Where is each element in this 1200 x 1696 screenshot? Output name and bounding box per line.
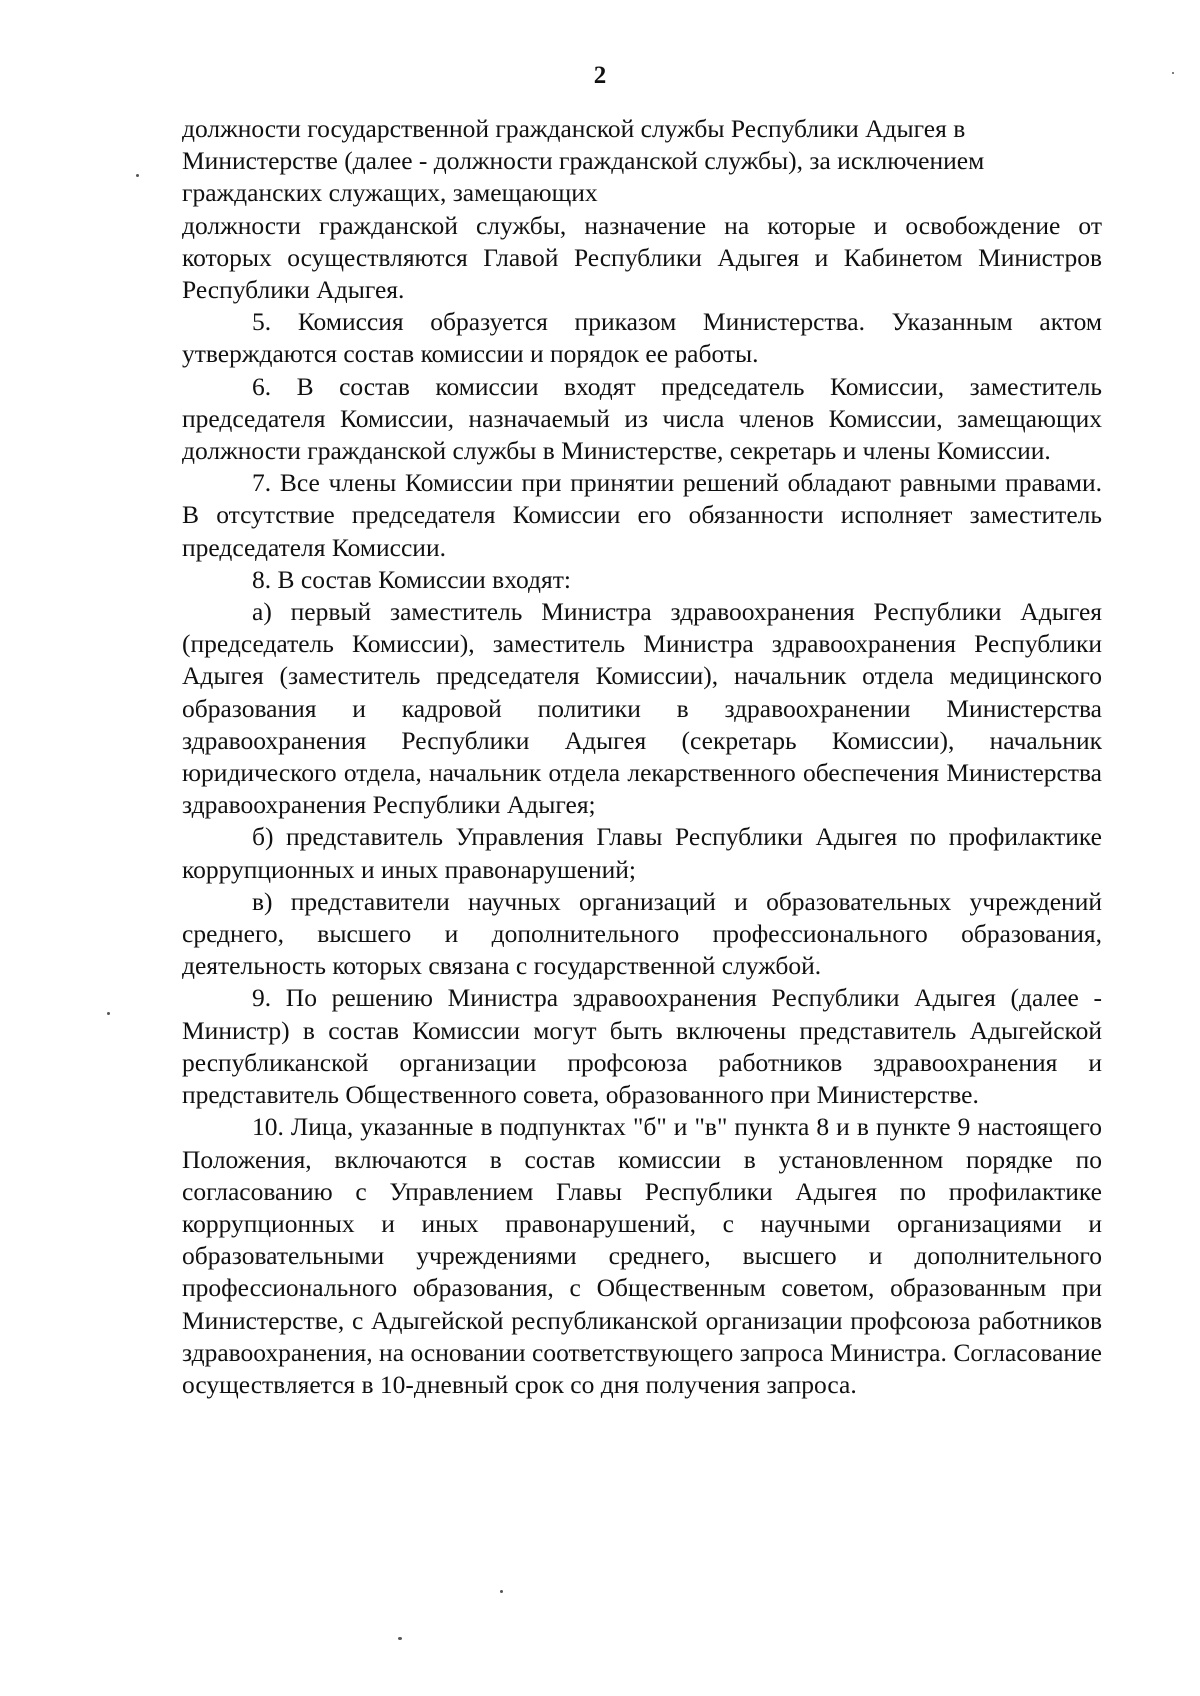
paragraph-continuation-2: должности гражданской службы, назначение на которые и освобождение от которых осуществляются Главой Республики Адыгея и Кабинетом Министров Республики Адыгея. <box>182 210 1102 305</box>
paragraph-item-10: 10. Лица, указанные в подпунктах "б" и "в" пункта 8 и в пункте 9 настоящего Положения, включаются в состав комиссии в установленном порядке по согласованию с Управлением Главы Республики Адыгея по профилактике коррупционных и иных правонарушений, с научными организациями и образовательными учреждениями среднего, высшего и дополнительного профессионального образования, с Общественным советом, образованным при Министерстве, с Адыгейской республиканской организации профсоюза работников здравоохранения, на основании соответствующего запроса Министра. Согласование осуществляется в 10-дневный срок со дня получения запроса. <box>182 1112 1102 1399</box>
paragraph-item-8: 8. В состав Комиссии входят: <box>252 564 571 594</box>
scan-speck <box>500 1590 503 1593</box>
scan-speck <box>1172 72 1174 74</box>
paragraph-continuation: должности государственной гражданской службы Республики Адыгея в Министерстве (далее - должности гражданской службы), за исключением гражданских служащих, замещающих <box>182 114 985 208</box>
document-body <box>182 113 1102 1401</box>
paragraph-item-6: 6. В состав комиссии входят председатель Комиссии, заместитель председателя Комиссии, назначаемый из числа членов Комиссии, замещающих должности гражданской службы в Министерстве, секретарь и члены Комиссии. <box>182 371 1102 466</box>
scan-speck <box>107 1012 110 1015</box>
paragraph-subitem-a: а) первый заместитель Министра здравоохранения Республики Адыгея (председатель Комиссии), заместитель Министра здравоохранения Республики Адыгея (заместитель председателя Комиссии), начальник отдела медицинского образования и кадровой политики в здравоохранении Министерства здравоохранения Республики Адыгея (секретарь Комиссии), начальник юридического отдела, начальник отдела лекарственного обеспечения Министерства здравоохранения Республики Адыгея; <box>182 597 1102 820</box>
paragraph-item-5: 5. Комиссия образуется приказом Министерства. Указанным актом утверждаются состав комиссии и порядок ее работы. <box>182 307 1102 369</box>
scan-speck <box>136 174 139 177</box>
paragraph-subitem-b: б) представитель Управления Главы Республики Адыгея по профилактике коррупционных и иных правонарушений; <box>182 822 1102 884</box>
page-number: 2 <box>593 62 607 89</box>
scan-speck <box>398 1637 402 1640</box>
paragraph-item-9: 9. По решению Министра здравоохранения Республики Адыгея (далее - Министр) в состав Комиссии могут быть включены представитель Адыгейской республиканской организации профсоюза работников здравоохранения и представитель Общественного совета, образованного при Министерстве. <box>182 983 1102 1110</box>
paragraph-subitem-v: в) представители научных организаций и образовательных учреждений среднего, высшего и дополнительного профессионального образования, деятельность которых связана с государственной службой. <box>182 886 1102 981</box>
paragraph-item-7: 7. Все члены Комиссии при принятии решений обладают равными правами. В отсутствие председателя Комиссии его обязанности исполняет заместитель председателя Комиссии. <box>182 468 1102 562</box>
